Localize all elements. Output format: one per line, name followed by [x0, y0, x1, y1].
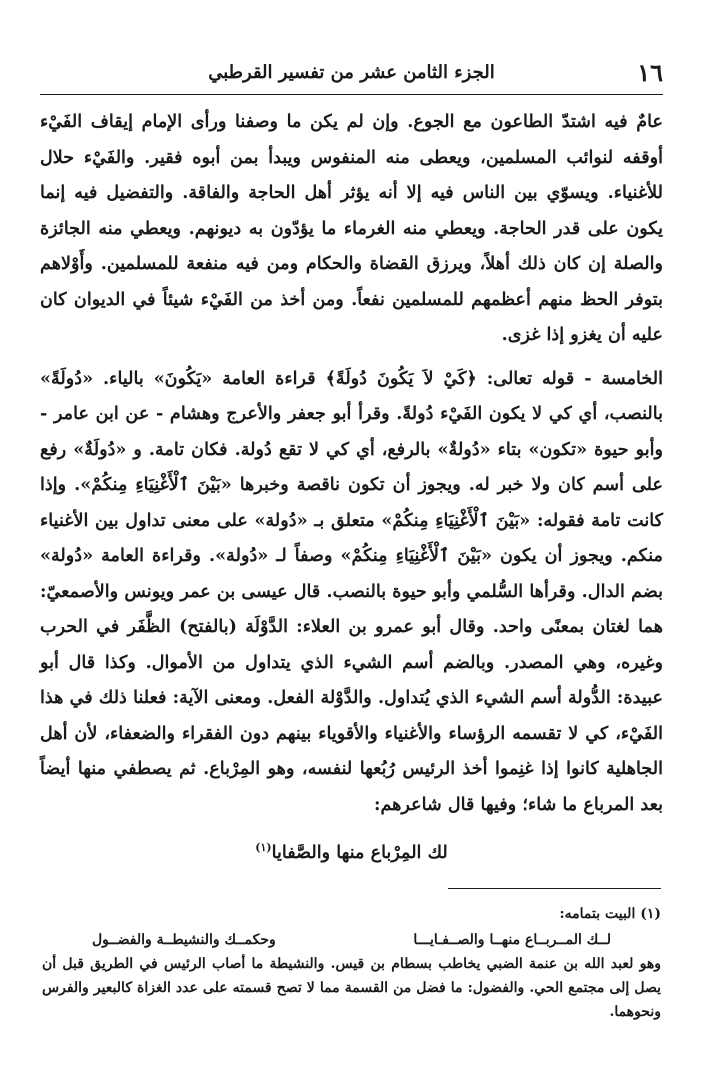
footnote-note: وهو لعبد الله بن عنمة الضبي يخاطب بسطام بن قيس. والنشيطة ما أصاب الرئيس في الطريق قبل أن يصل إلى مجتمع الحي. والفضول: ما فضل من القسمة مما لا تصح قسمته على عدد الغزاة كالبعير والفرس ونحوهما. — [42, 956, 661, 1020]
quoted-verse — [40, 830, 663, 871]
main-text — [40, 104, 663, 871]
footnote-marker: (١) — [255, 841, 272, 854]
header-divider — [40, 94, 663, 95]
verse-text: لك المِرْباع منها والصَّفايا — [271, 841, 448, 863]
paragraph: عامٌ فيه اشتدّ الطاعون مع الجوع. وإن لم يكن ما وصفنا ورأى الإمام إيقاف الفَيْء أوقفه لنوائب المسلمين، ويعطى منه المنفوس ويبدأ بمن أبوه فقير. والفَيْء حلال للأغنياء. ويسوّي بين الناس فيه إلا أنه يؤثر أهل الحاجة والفاقة. والتفضيل فيه إنما يكون على قدر الحاجة. ويعطي منه الغرماء ما يؤدّون به ديونهم. ويعطي منه الجائزة والصلة إن كان ذلك أهلاً، ويرزق القضاة والحكام ومن فيه منفعة للمسلمين. وأَوْلاهم بتوفر الحظ منهم أعظمهم للمسلمين نفعاً. ومن أخذ من الفَيْء شيئاً في الديوان كان عليه أن يغزو إذا غزى. — [40, 111, 663, 345]
footnote-divider — [448, 888, 661, 889]
page-header — [40, 58, 663, 92]
paragraph: الخامسة - قوله تعالى: ﴿كَيْ لاَ يَكُونَ دُولَةً﴾ قراءة العامة «يَكُونَ» بالياء. «دُولَةً» بالنصب، أي كي لا يكون الفَيْء دُولةً. وقرأ أبو جعفر والأعرج وهشام - عن ابن عامر - وأبو حيوة «تكون» بتاء «دُولةٌ» بالرفع، أي كي لا تقع دُولة. فكان تامة. و «دُولَةٌ» رفع على أسم كان ولا خبر له. ويجوز أن تكون ناقصة وخبرها «بَيْنَ ٱلْأَغْنِيَاءِ مِنكُمْ». وإذا كانت تامة فقوله: «بَيْنَ ٱلْأَغْنِيَاءِ مِنكُمْ» متعلق بـ «دُولة» على معنى تداول بين الأغنياء منكم. ويجوز أن يكون «بَيْنَ ٱلْأَغْنِيَاءِ مِنكُمْ» وصفاً لـ «دُولة». وقراءة العامة «دُولة» بضم الدال. وقرأها السُّلمي وأبو حيوة بالنصب. قال عيسى بن عمر ويونس والأصمعيّ: هما لغتان بمعنًى واحد. وقال أبو عمرو بن العلاء: الدَّوْلَة (بالفتح) الظَّفَر في الحرب وغيره، وهي المصدر. وبالضم أسم الشيء الذي يتداول من الأموال. وكذا قال أبو عبيدة: الدُّولة أسم الشيء الذي يُتداول. والدَّوْلة الفعل. ومعنى الآية: فعلنا ذلك في هذا الفَيْء، كي لا تقسمه الرؤساء والأغنياء والأقوياء بينهم دون الفقراء والضعفاء، لأن أهل الجاهلية كانوا إذا غنِموا أخذ الرئيس رُبُعها لنفسه، وهو المِرْباع. ثم يصطفي منها أيضاً بعد المرباع ما شاء؛ وفيها قال شاعرهم: — [40, 367, 663, 815]
page-number: ١٦ — [637, 58, 663, 87]
running-title: الجزء الثامن عشر من تفسير القرطبي — [208, 62, 495, 83]
footnote-heading: (١) البيت بتمامه: — [559, 906, 661, 922]
verse-first-hemistich: لــك المــربــاع منهــا والصــفـايـــا — [413, 932, 611, 948]
footnote-verse — [42, 926, 661, 952]
footnotes — [42, 902, 661, 1024]
verse-second-hemistich: وحكمــك والنشيطــة والفضــول — [92, 932, 276, 948]
